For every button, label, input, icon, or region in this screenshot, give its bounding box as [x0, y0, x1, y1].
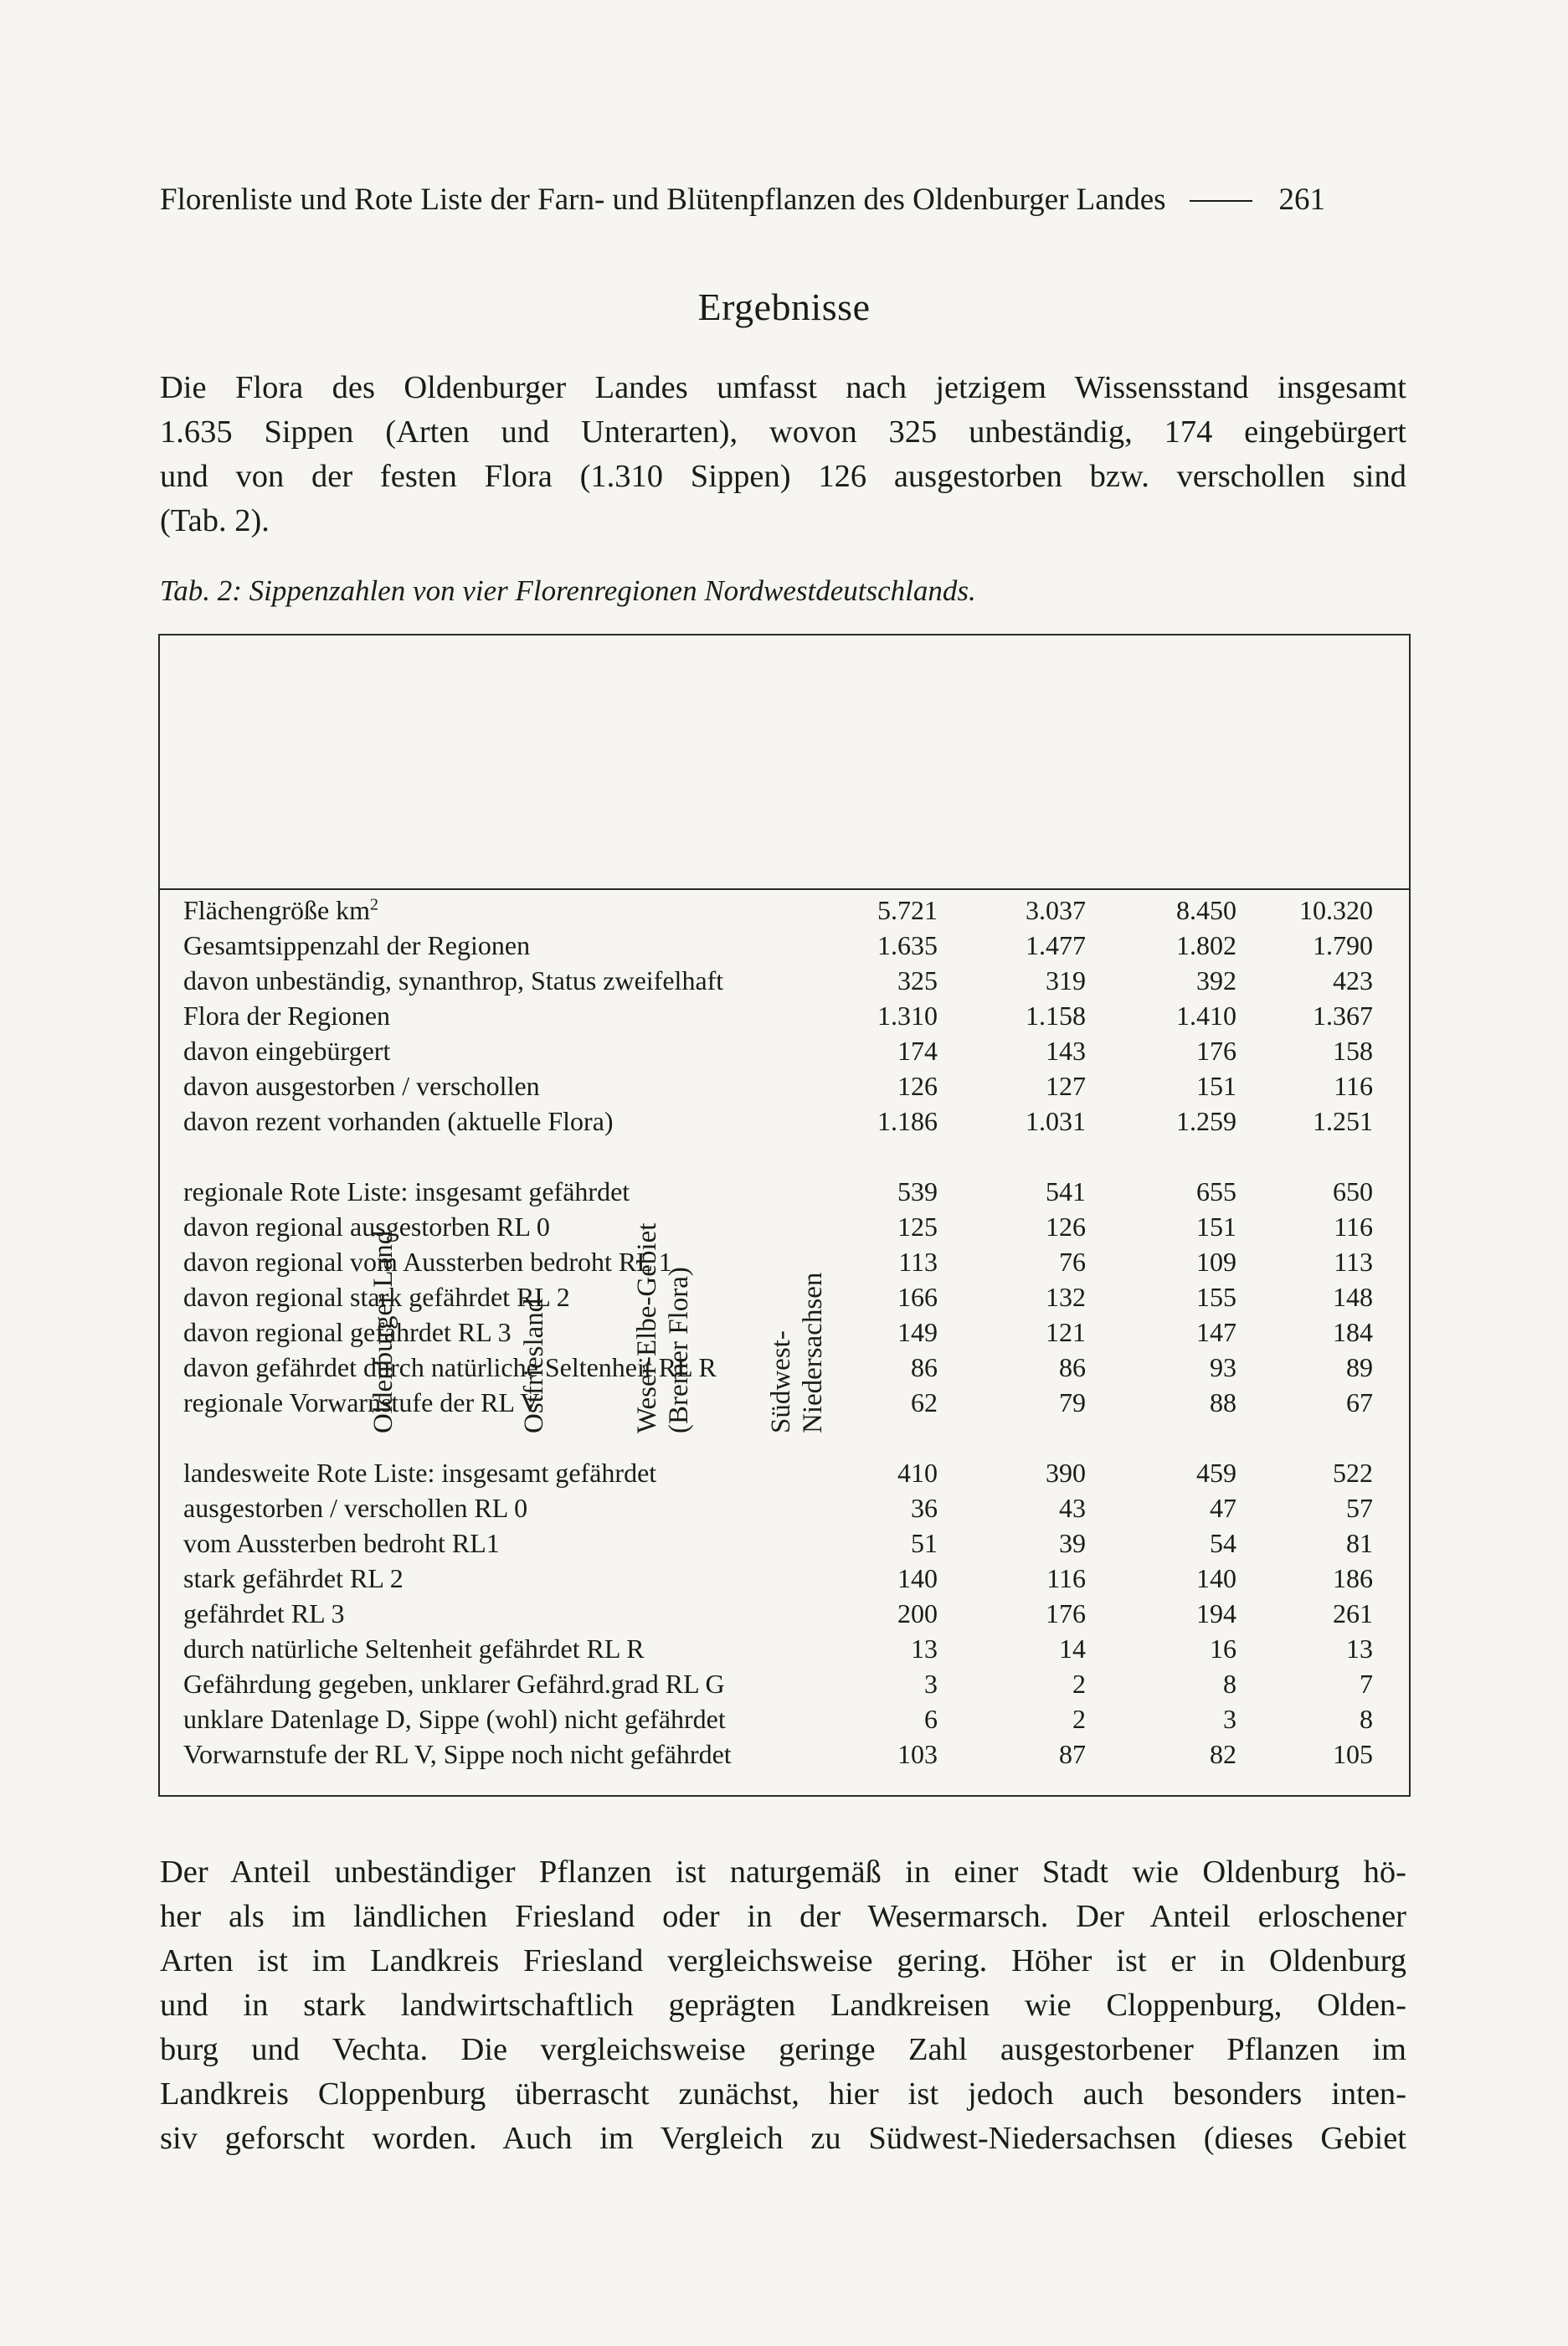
table-row: [0, 1174, 1568, 1209]
cell-weser-elbe: 1.259: [1176, 1106, 1236, 1136]
column-header-line: Niedersachsen: [797, 1272, 828, 1433]
cell-ostfriesland: 2: [1072, 1669, 1086, 1699]
table-row: [0, 1068, 1568, 1104]
row-label: davon unbeständig, synanthrop, Status zweifelhaft: [183, 965, 724, 996]
cell-ostfriesland: 143: [1046, 1036, 1086, 1066]
table-row: [0, 1314, 1568, 1350]
row-label: Flora der Regionen: [183, 1001, 391, 1031]
cell-oldenburger-land: 1.635: [877, 930, 938, 960]
row-label: davon gefährdet durch natürliche Seltenheit RL R: [183, 1352, 717, 1382]
cell-oldenburger-land: 325: [897, 965, 938, 996]
intro-paragraph: [160, 366, 1406, 543]
table-row: [0, 1350, 1568, 1385]
cell-oldenburger-land: 13: [911, 1633, 938, 1664]
cell-weser-elbe: 151: [1196, 1212, 1236, 1242]
cell-weser-elbe: 147: [1196, 1317, 1236, 1347]
cell-weser-elbe: 655: [1196, 1176, 1236, 1206]
table-row: [0, 1490, 1568, 1525]
column-header-line: (Bremer Flora): [663, 1267, 694, 1433]
cell-ostfriesland: 127: [1046, 1071, 1086, 1101]
table-header-rule: [160, 888, 1409, 890]
cell-ostfriesland: 390: [1046, 1458, 1086, 1488]
cell-weser-elbe: 194: [1196, 1598, 1236, 1628]
body-line: Landkreis Cloppenburg überrascht zunächst, hier ist jedoch auch besonders inten-: [160, 2076, 1406, 2112]
cell-oldenburger-land: 86: [911, 1352, 938, 1382]
cell-suedwest-niedersachsen: 148: [1333, 1282, 1373, 1312]
table-row: [0, 1104, 1568, 1139]
row-label: ausgestorben / verschollen RL 0: [183, 1493, 528, 1523]
row-label: Flächengröße $km^2$: [183, 895, 379, 925]
cell-weser-elbe: 93: [1210, 1352, 1236, 1382]
cell-weser-elbe: 82: [1210, 1739, 1236, 1769]
cell-weser-elbe: 8: [1223, 1669, 1236, 1699]
cell-ostfriesland: 132: [1046, 1282, 1086, 1312]
table-row: [0, 1209, 1568, 1244]
row-label: davon eingebürgert: [183, 1036, 391, 1066]
cell-oldenburger-land: 6: [924, 1704, 938, 1734]
cell-suedwest-niedersachsen: 1.251: [1313, 1106, 1373, 1136]
cell-oldenburger-land: 200: [897, 1598, 938, 1628]
cell-oldenburger-land: 62: [911, 1387, 938, 1417]
cell-suedwest-niedersachsen: 13: [1346, 1633, 1373, 1664]
table-row: [0, 1244, 1568, 1279]
column-header-line: Südwest-: [766, 1330, 796, 1433]
cell-suedwest-niedersachsen: 57: [1346, 1493, 1373, 1523]
column-header-line: Oldenburger Land: [368, 1230, 398, 1433]
intro-line: Die Flora des Oldenburger Landes umfasst nach jetzigem Wissensstand insgesamt: [160, 370, 1406, 405]
body-line: siv geforscht worden. Auch im Vergleich zu Südwest-Niedersachsen (dieses Gebiet: [160, 2121, 1406, 2156]
cell-suedwest-niedersachsen: 105: [1333, 1739, 1373, 1769]
table-row: [0, 1596, 1568, 1631]
cell-oldenburger-land: 125: [897, 1212, 938, 1242]
cell-weser-elbe: 155: [1196, 1282, 1236, 1312]
body-paragraph: [160, 1850, 1406, 2161]
table-row: [0, 963, 1568, 998]
cell-ostfriesland: 1.031: [1026, 1106, 1086, 1136]
cell-weser-elbe: 54: [1210, 1528, 1236, 1558]
cell-suedwest-niedersachsen: 116: [1334, 1212, 1373, 1242]
cell-ostfriesland: 3.037: [1026, 895, 1086, 925]
cell-suedwest-niedersachsen: 423: [1333, 965, 1373, 996]
cell-ostfriesland: 121: [1046, 1317, 1086, 1347]
row-label: gefährdet RL 3: [183, 1598, 345, 1628]
cell-suedwest-niedersachsen: 1.367: [1313, 1001, 1373, 1031]
cell-ostfriesland: 87: [1059, 1739, 1086, 1769]
cell-suedwest-niedersachsen: 650: [1333, 1176, 1373, 1206]
body-line: burg und Vechta. Die vergleichsweise geringe Zahl ausgestorbener Pflanzen im: [160, 2032, 1406, 2067]
row-label: vom Aussterben bedroht RL1: [183, 1528, 500, 1558]
cell-ostfriesland: 2: [1072, 1704, 1086, 1734]
body-line: Arten ist im Landkreis Friesland vergleichsweise gering. Höher ist er in Oldenburg: [160, 1943, 1406, 1978]
cell-ostfriesland: 1.158: [1026, 1001, 1086, 1031]
intro-line: (Tab. 2).: [160, 503, 270, 538]
running-head: [160, 174, 1406, 224]
cell-oldenburger-land: 126: [897, 1071, 938, 1101]
cell-weser-elbe: 151: [1196, 1071, 1236, 1101]
body-line: her als im ländlichen Friesland oder in der Wesermarsch. Der Anteil erloschener: [160, 1899, 1406, 1934]
row-label: davon regional ausgestorben RL 0: [183, 1212, 550, 1242]
row-label: Vorwarnstufe der RL V, Sippe noch nicht gefährdet: [183, 1739, 732, 1769]
cell-ostfriesland: 1.477: [1026, 930, 1086, 960]
cell-oldenburger-land: 410: [897, 1458, 938, 1488]
cell-suedwest-niedersachsen: 184: [1333, 1317, 1373, 1347]
row-label: landesweite Rote Liste: insgesamt gefährdet: [183, 1458, 657, 1488]
cell-weser-elbe: 47: [1210, 1493, 1236, 1523]
body-line: und in stark landwirtschaftlich geprägten Landkreisen wie Cloppenburg, Olden-: [160, 1988, 1406, 2023]
cell-weser-elbe: 459: [1196, 1458, 1236, 1488]
cell-suedwest-niedersachsen: 8: [1360, 1704, 1373, 1734]
table-row: [0, 928, 1568, 963]
cell-oldenburger-land: 5.721: [877, 895, 938, 925]
cell-oldenburger-land: 1.310: [877, 1001, 938, 1031]
row-label: Gefährdung gegeben, unklarer Gefährd.grad RL G: [183, 1669, 725, 1699]
cell-weser-elbe: 1.802: [1176, 930, 1236, 960]
cell-weser-elbe: 140: [1196, 1563, 1236, 1593]
page-number: 261: [1278, 182, 1326, 217]
cell-suedwest-niedersachsen: 158: [1333, 1036, 1373, 1066]
cell-ostfriesland: 86: [1059, 1352, 1086, 1382]
cell-ostfriesland: 14: [1059, 1633, 1086, 1664]
cell-ostfriesland: 541: [1046, 1176, 1086, 1206]
row-label: stark gefährdet RL 2: [183, 1563, 404, 1593]
row-label: davon regional gefährdet RL 3: [183, 1317, 512, 1347]
cell-oldenburger-land: 149: [897, 1317, 938, 1347]
row-label: regionale Rote Liste: insgesamt gefährdet: [183, 1176, 630, 1206]
cell-suedwest-niedersachsen: 67: [1346, 1387, 1373, 1417]
intro-line: 1.635 Sippen (Arten und Unterarten), wovon 325 unbeständig, 174 eingebürgert: [160, 414, 1406, 450]
cell-oldenburger-land: 1.186: [877, 1106, 938, 1136]
cell-ostfriesland: 76: [1059, 1247, 1086, 1277]
cell-oldenburger-land: 539: [897, 1176, 938, 1206]
cell-ostfriesland: 39: [1059, 1528, 1086, 1558]
row-label: Gesamtsippenzahl der Regionen: [183, 930, 531, 960]
cell-weser-elbe: 3: [1223, 1704, 1236, 1734]
cell-weser-elbe: 16: [1210, 1633, 1236, 1664]
cell-oldenburger-land: 174: [897, 1036, 938, 1066]
running-head-rule: [1190, 200, 1252, 202]
table-row: [0, 1666, 1568, 1701]
cell-oldenburger-land: 140: [897, 1563, 938, 1593]
cell-ostfriesland: 319: [1046, 965, 1086, 996]
cell-oldenburger-land: 113: [898, 1247, 938, 1277]
cell-suedwest-niedersachsen: 7: [1360, 1669, 1373, 1699]
column-header-line: Weser-Elbe-Gebiet: [632, 1222, 662, 1433]
intro-line: und von der festen Flora (1.310 Sippen) 126 ausgestorben bzw. verschollen sind: [160, 459, 1406, 494]
cell-suedwest-niedersachsen: 89: [1346, 1352, 1373, 1382]
running-head-title: Florenliste und Rote Liste der Farn- und Blütenpflanzen des Oldenburger Landes: [160, 182, 1166, 217]
cell-suedwest-niedersachsen: 261: [1333, 1598, 1373, 1628]
cell-ostfriesland: 116: [1046, 1563, 1086, 1593]
cell-oldenburger-land: 166: [897, 1282, 938, 1312]
cell-ostfriesland: 79: [1059, 1387, 1086, 1417]
table-row: [0, 1525, 1568, 1561]
row-label: regionale Vorwarnstufe der RL V: [183, 1387, 540, 1417]
cell-ostfriesland: 126: [1046, 1212, 1086, 1242]
cell-weser-elbe: 1.410: [1176, 1001, 1236, 1031]
row-label: davon regional vom Aussterben bedroht RL 1: [183, 1247, 672, 1277]
cell-suedwest-niedersachsen: 10.320: [1299, 895, 1373, 925]
cell-suedwest-niedersachsen: 81: [1346, 1528, 1373, 1558]
cell-weser-elbe: 392: [1196, 965, 1236, 996]
cell-oldenburger-land: 103: [897, 1739, 938, 1769]
cell-ostfriesland: 176: [1046, 1598, 1086, 1628]
cell-suedwest-niedersachsen: 522: [1333, 1458, 1373, 1488]
cell-suedwest-niedersachsen: 186: [1333, 1563, 1373, 1593]
row-label: davon ausgestorben / verschollen: [183, 1071, 540, 1101]
cell-oldenburger-land: 51: [911, 1528, 938, 1558]
table-caption: Tab. 2: Sippenzahlen von vier Florenregionen Nordwestdeutschlands.: [160, 574, 976, 607]
table-row: [0, 1701, 1568, 1736]
table-row: [0, 1631, 1568, 1666]
table-row: [0, 998, 1568, 1033]
cell-weser-elbe: 8.450: [1176, 895, 1236, 925]
column-header-line: Ostfriesland: [519, 1298, 549, 1433]
cell-ostfriesland: 43: [1059, 1493, 1086, 1523]
body-line: Der Anteil unbeständiger Pflanzen ist naturgemäß in einer Stadt wie Oldenburg hö-: [160, 1855, 1406, 1890]
table-row: [0, 1033, 1568, 1068]
table-row: [0, 1385, 1568, 1420]
cell-oldenburger-land: 3: [924, 1669, 938, 1699]
cell-suedwest-niedersachsen: 113: [1334, 1247, 1373, 1277]
cell-weser-elbe: 88: [1210, 1387, 1236, 1417]
cell-weser-elbe: 109: [1196, 1247, 1236, 1277]
table-row: [0, 1736, 1568, 1772]
cell-oldenburger-land: 36: [911, 1493, 938, 1523]
cell-suedwest-niedersachsen: 1.790: [1313, 930, 1373, 960]
row-label: davon rezent vorhanden (aktuelle Flora): [183, 1106, 614, 1136]
row-label: unklare Datenlage D, Sippe (wohl) nicht gefährdet: [183, 1704, 726, 1734]
table-row: [0, 1561, 1568, 1596]
cell-weser-elbe: 176: [1196, 1036, 1236, 1066]
cell-suedwest-niedersachsen: 116: [1334, 1071, 1373, 1101]
table-row: [0, 1455, 1568, 1490]
table-row: [0, 1279, 1568, 1314]
section-title: Ergebnisse: [697, 286, 871, 328]
row-label: davon regional stark gefährdet RL 2: [183, 1282, 570, 1312]
row-label: durch natürliche Seltenheit gefährdet RL R: [183, 1633, 645, 1664]
table-row: [0, 893, 1568, 928]
